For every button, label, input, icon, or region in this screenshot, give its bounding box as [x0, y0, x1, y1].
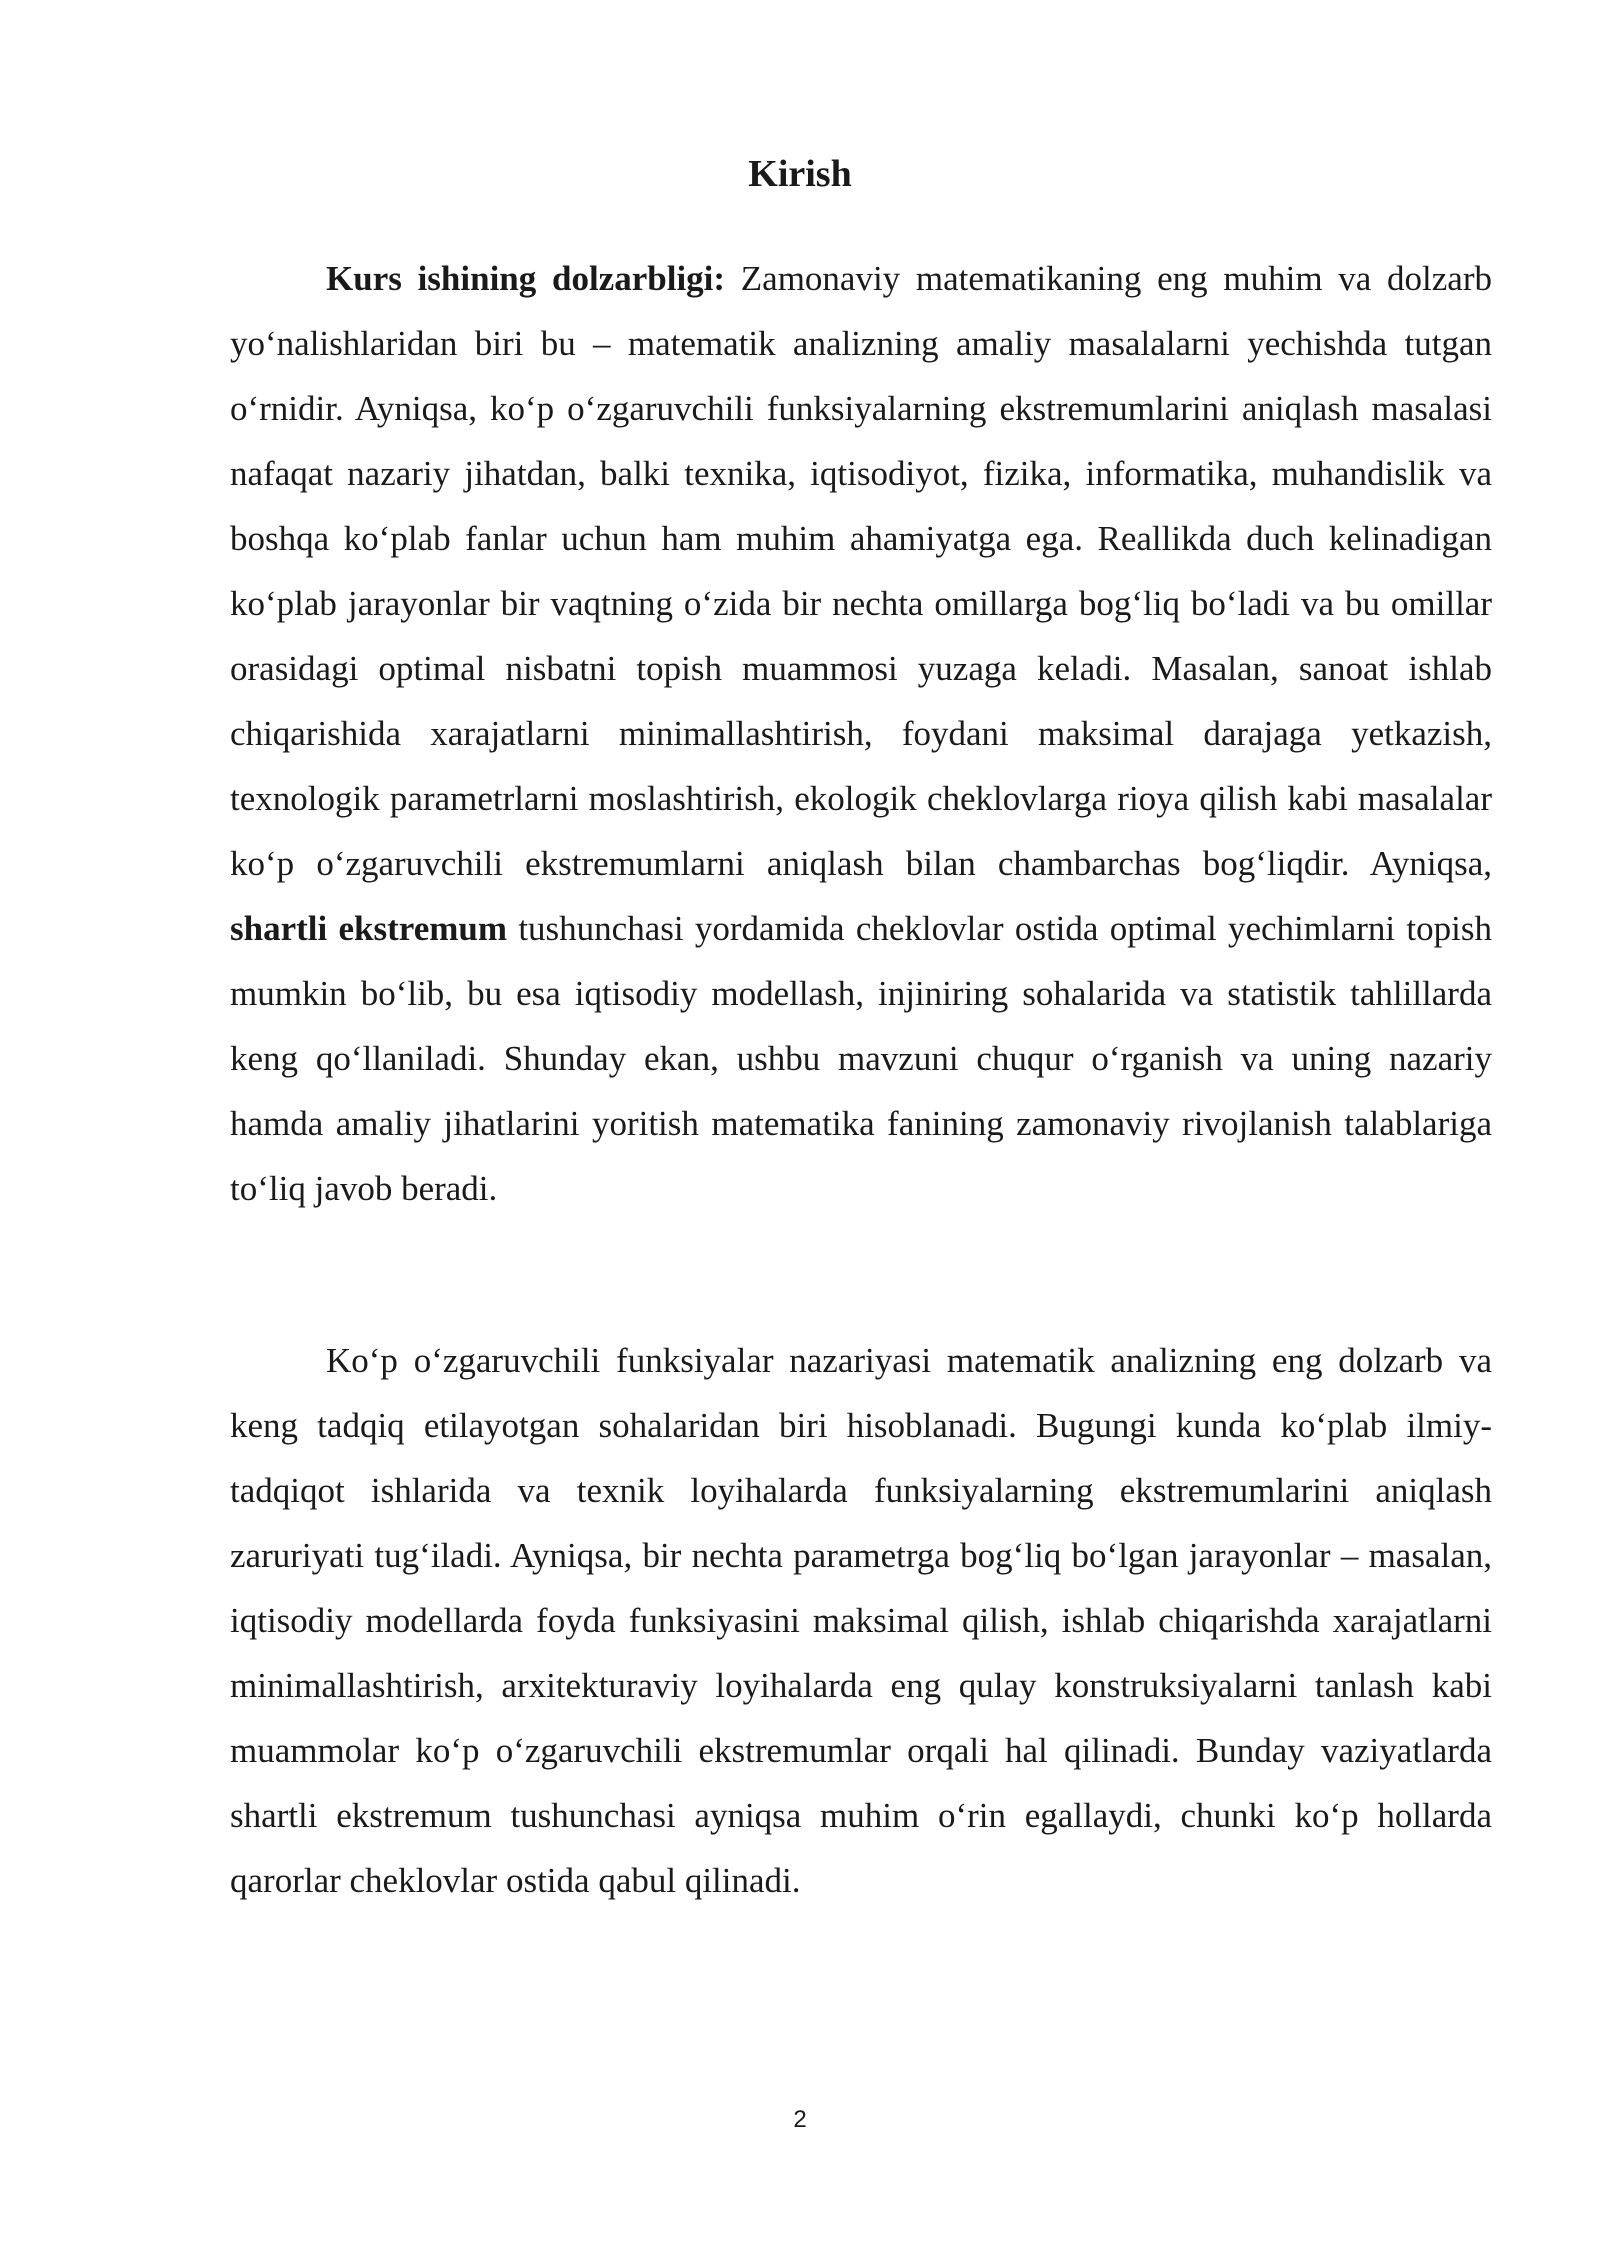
page-title: Kirish [748, 153, 852, 195]
paragraph-text-part-b: tushunchasi yordamida cheklovlar ostida optimal yechimlarni topish mumkin bo‘lib, bu esa iqtisodiy modellash, injiniring sohalarida va statistik tahlillarda keng qo‘llaniladi. Shunday ekan, ushbu mavzuni chuqur o‘rganish va uning nazariy hamda amaliy jihatlarini yoritish matematika fanining zamonaviy rivojlanish talablariga to‘liq javob beradi. [230, 909, 1492, 1208]
page-number: 2 [793, 2106, 807, 2133]
paragraph-relevance [230, 246, 1492, 1221]
paragraph-multivariable-functions: Ko‘p o‘zgaruvchili funksiyalar nazariyasi matematik analizning eng dolzarb va keng tadqiq etilayotgan sohalaridan biri hisoblanadi. Bugungi kunda ko‘plab ilmiy-tadqiqot ishlarida va texnik loyihalarda funksiyalarning ekstremumlarini aniqlash zaruriyati tug‘iladi. Ayniqsa, bir nechta parametrga bog‘liq bo‘lgan jarayonlar – masalan, iqtisodiy modellarda foyda funksiyasini maksimal qilish, ishlab chiqarishda xarajatlarni minimallashtirish, arxitekturaviy loyihalarda eng qulay konstruksiyalarni tanlash kabi muammolar ko‘p o‘zgaruvchili ekstremumlar orqali hal qilinadi. Bunday vaziyatlarda shartli ekstremum tushunchasi ayniqsa muhim o‘rin egallaydi, chunki ko‘p hollarda qarorlar cheklovlar ostida qabul qilinadi. [230, 1341, 1492, 1900]
paragraph-lead-heading: Kurs ishining dolzarbligi: [326, 259, 726, 298]
paragraph-text-part-a: Zamonaviy matematikaning eng muhim va dolzarb yo‘nalishlaridan biri bu – matematik analizning amaliy masalalarni yechishda tutgan o‘rnidir. Ayniqsa, ko‘p o‘zgaruvchili funksiyalarning ekstremumlarini aniqlash masalasi nafaqat nazariy jihatdan, balki texnika, iqtisodiyot, fizika, informatika, muhandislik va boshqa ko‘plab fanlar uchun ham muhim ahamiyatga ega. Reallikda duch kelinadigan ko‘plab jarayonlar bir vaqtning o‘zida bir nechta omillarga bog‘liq bo‘ladi va bu omillar orasidagi optimal nisbatni topish muammosi yuzaga keladi. Masalan, sanoat ishlab chiqarishida xarajatlarni minimallashtirish, foydani maksimal darajaga yetkazish, texnologik parametrlarni moslashtirish, ekologik cheklovlarga rioya qilish kabi masalalar ko‘p o‘zgaruvchili ekstremumlarni aniqlash bilan chambarchas bog‘liqdir. Ayniqsa, [230, 259, 1492, 883]
bold-term-conditional-extremum: shartli ekstremum [230, 909, 508, 948]
